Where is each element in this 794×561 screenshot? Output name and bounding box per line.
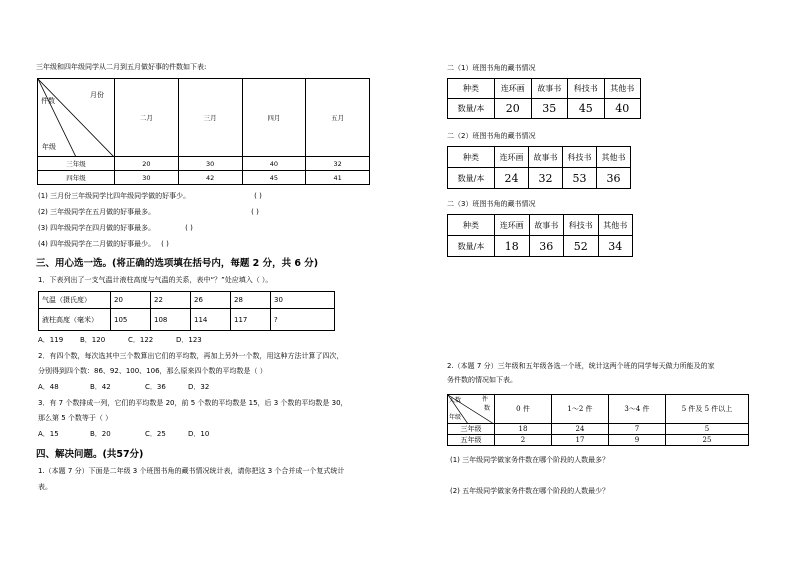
value-cell: 24: [495, 168, 529, 189]
value-cell: 20: [111, 292, 151, 309]
table-row: [448, 79, 641, 99]
header-cell: 1～2 件: [552, 395, 609, 424]
judge-question-1: (1) 三月份三年级同学比四年级同学做的好事少。 ( ): [38, 192, 262, 200]
value-cell: 42: [178, 171, 242, 185]
sub-question-2: (2) 五年级同学做家务件数在哪个阶段的人数最少？: [450, 487, 610, 495]
table-row: [448, 99, 641, 119]
option-c: C．36: [145, 383, 166, 391]
row-header: 液柱高度（毫米）: [39, 309, 111, 331]
header-cell: 故事书: [529, 147, 563, 168]
month-header: 四月: [242, 79, 306, 157]
housework-table: [447, 394, 749, 446]
option-b: B．120: [80, 336, 106, 344]
value-cell: 36: [529, 236, 564, 257]
deeds-table: [37, 78, 370, 185]
value-cell: 52: [564, 236, 599, 257]
corner-count-label: 件数: [41, 97, 55, 105]
value-cell: 18: [495, 424, 552, 435]
header-cell: 其他书: [597, 147, 631, 168]
value-cell: 41: [306, 171, 370, 185]
value-cell: 9: [609, 435, 666, 446]
class-2-book-table: [447, 146, 631, 189]
problem-2-line2: 务件数的情况如下表。: [447, 376, 517, 384]
value-cell: 35: [531, 99, 568, 119]
value-cell: 24: [552, 424, 609, 435]
corner-renshu-label: 人数: [449, 397, 462, 404]
choice-question-2-line1: 2．有四个数，每次选其中三个数算出它们的平均数，再加上另外一个数，用这种方法计算了四次，: [38, 352, 344, 360]
value-cell: 117: [231, 309, 271, 331]
option-d: D．32: [188, 383, 210, 391]
option-a: A．48: [38, 383, 59, 391]
corner-jian-label: 件: [482, 396, 489, 403]
value-cell: 30: [271, 292, 335, 309]
judge-question-2: (2) 三年级同学在五月做的好事最多。 ( ): [38, 208, 259, 216]
table-row: [38, 171, 370, 185]
grade-cell: 五年级: [448, 435, 495, 446]
deeds-intro: 三年级和四年级同学从二月到五月做好事的件数如下表:: [36, 63, 207, 71]
table-row: [39, 292, 335, 309]
option-d: D．123: [176, 336, 202, 344]
choice-question-1: 1．下表列出了一支气温计液柱高度与气温的关系，表中“？”处应填入（ ）。: [38, 276, 273, 284]
option-d: D．10: [188, 430, 210, 438]
header-cell: 其他书: [604, 79, 641, 99]
value-cell: 2: [495, 435, 552, 446]
choice-question-3-line1: 3．有 7 个数排成一列，它们的平均数是 20，前 5 个数的平均数是 15，后 3 个数的平均数是 30，: [38, 399, 348, 407]
value-cell: 45: [242, 171, 306, 185]
judge-question-3: (3) 四年级同学在四月做的好事最多。 ( ): [38, 224, 193, 232]
corner-grade-label: 年级: [42, 143, 56, 151]
table-row: [448, 236, 633, 257]
header-cell: 种类: [448, 79, 495, 99]
value-cell: 108: [151, 309, 191, 331]
header-cell: 其他书: [598, 215, 633, 236]
value-cell: 18: [495, 236, 530, 257]
grade-cell: 三年级: [38, 157, 115, 171]
option-a: A．119: [38, 336, 64, 344]
value-cell: 105: [111, 309, 151, 331]
deeds-table-wrap: [37, 78, 370, 184]
table-row: [448, 168, 631, 189]
row-label: 数量/本: [448, 99, 495, 119]
grade-cell: 四年级: [38, 171, 115, 185]
value-cell: 32: [529, 168, 563, 189]
option-b: B．20: [90, 430, 111, 438]
temperature-table: [38, 291, 335, 331]
month-header: 三月: [178, 79, 242, 157]
value-cell: 7: [609, 424, 666, 435]
option-c: C．122: [128, 336, 154, 344]
header-cell: 种类: [448, 215, 495, 236]
section-3-title: 三、用心选一选。(将正确的选项填在括号内，每题 2 分，共 6 分): [36, 258, 319, 269]
header-cell: 5 件及 5 件以上: [666, 395, 749, 424]
table-row: [448, 424, 749, 435]
judge-question-4: (4) 四年级同学在二月做的好事最少。 ( ): [38, 240, 169, 248]
corner-shu-label: 数: [484, 405, 491, 412]
problem-1-line1: 1.（本题 7 分）下面是二年级 3 个班图书角的藏书情况统计表，请你把这 3 个合并成一个复式统计: [38, 467, 345, 475]
corner-grade-label: 年级: [449, 414, 462, 421]
value-cell: 32: [306, 157, 370, 171]
header-cell: 连环画: [495, 147, 529, 168]
option-a: A．15: [38, 430, 59, 438]
sub-question-1: (1) 三年级同学做家务件数在哪个阶段的人数最多？: [450, 456, 610, 464]
value-cell: 40: [242, 157, 306, 171]
value-cell: 5: [666, 424, 749, 435]
value-cell: 30: [178, 157, 242, 171]
header-cell: 科技书: [563, 147, 597, 168]
class-1-book-table: [447, 78, 641, 119]
row-label: 数量/本: [448, 236, 495, 257]
value-cell: 22: [151, 292, 191, 309]
month-header: 五月: [306, 79, 370, 157]
problem-1-line2: 表。: [38, 483, 52, 491]
value-cell: 20: [495, 99, 532, 119]
class-3-table-title: 二（3）班图书角的藏书情况: [447, 200, 536, 208]
value-cell: ?: [271, 309, 335, 331]
table-row: [448, 435, 749, 446]
header-cell: 种类: [448, 147, 495, 168]
header-cell: 0 件: [495, 395, 552, 424]
value-cell: 40: [604, 99, 641, 119]
class-3-book-table: [447, 214, 633, 257]
value-cell: 34: [598, 236, 633, 257]
table-row: [39, 309, 335, 331]
row-label: 数量/本: [448, 168, 495, 189]
table-row: [38, 157, 370, 171]
class-2-table-title: 二（2）班图书角的藏书情况: [447, 132, 536, 140]
section-4-title: 四、解决问题。(共57分): [36, 449, 144, 460]
header-cell: 连环画: [495, 79, 532, 99]
value-cell: 30: [115, 171, 179, 185]
option-c: C．25: [145, 430, 166, 438]
class-1-table-title: 二（1）班图书角的藏书情况: [447, 64, 536, 72]
choice-question-2-line2: 分别得到四个数：86、92、100、106，那么原来四个数的平均数是（ ）: [38, 367, 267, 375]
option-b: B．42: [90, 383, 111, 391]
header-cell: 3～4 件: [609, 395, 666, 424]
row-header: 气温（摄氏度）: [39, 292, 111, 309]
problem-2-line1: 2.（本题 7 分）三年级和五年级各选一个班，统计这两个班的同学每天做力所能及的家: [447, 362, 715, 370]
month-header: 二月: [115, 79, 179, 157]
header-cell: 连环画: [495, 215, 530, 236]
table-row: [448, 215, 633, 236]
corner-month-label: 月份: [90, 91, 104, 99]
value-cell: 17: [552, 435, 609, 446]
value-cell: 53: [563, 168, 597, 189]
header-cell: 科技书: [568, 79, 605, 99]
value-cell: 114: [191, 309, 231, 331]
deeds-corner-cell: [38, 79, 115, 157]
value-cell: 45: [568, 99, 605, 119]
table-row: [448, 147, 631, 168]
header-cell: 故事书: [531, 79, 568, 99]
choice-question-3-line2: 那么第 5 个数等于（ ）: [38, 414, 113, 422]
value-cell: 25: [666, 435, 749, 446]
housework-corner-cell: [448, 395, 495, 424]
value-cell: 28: [231, 292, 271, 309]
grade-cell: 三年级: [448, 424, 495, 435]
housework-table-wrap: [447, 394, 749, 446]
value-cell: 20: [115, 157, 179, 171]
value-cell: 36: [597, 168, 631, 189]
header-cell: 科技书: [564, 215, 599, 236]
header-cell: 故事书: [529, 215, 564, 236]
value-cell: 26: [191, 292, 231, 309]
